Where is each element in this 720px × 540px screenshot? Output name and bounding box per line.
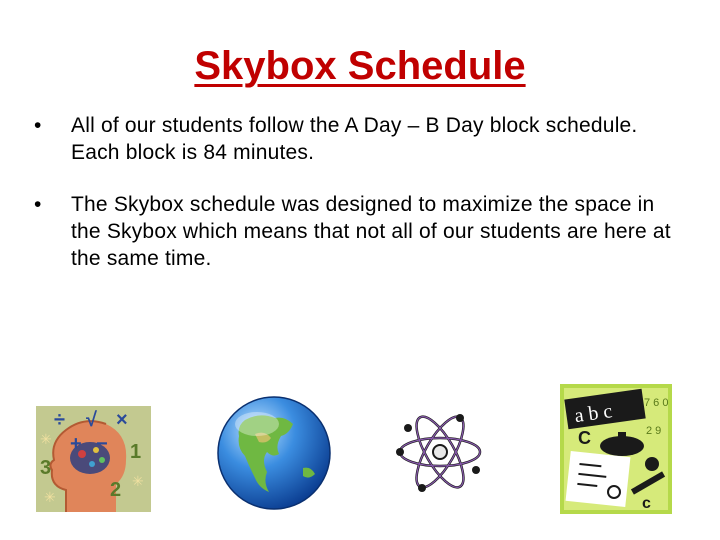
- math-symbol: 1: [130, 441, 142, 463]
- math-symbol: −: [96, 433, 108, 455]
- slide-title: Skybox Schedule: [194, 44, 526, 88]
- math-symbol: ×: [116, 409, 128, 431]
- svg-text:✳: ✳: [44, 489, 56, 505]
- math-symbol: √: [86, 409, 97, 431]
- svg-text:✳: ✳: [40, 431, 52, 447]
- bullet-text: The Skybox schedule was designed to maximize the space in the Skybox which means that not all of our students are here at the same time.: [71, 193, 671, 270]
- bullet-item: [34, 112, 684, 166]
- svg-text:7 6 0: 7 6 0: [644, 397, 669, 409]
- globe-icon: [215, 394, 333, 512]
- svg-text:c: c: [642, 495, 651, 512]
- bullet-marker: •: [34, 193, 42, 216]
- svg-text:C: C: [578, 428, 591, 448]
- math-symbol: ÷: [54, 409, 65, 431]
- collage-letters: a b c: [573, 400, 614, 428]
- math-head-icon: [36, 406, 151, 512]
- atom-icon: [396, 408, 484, 496]
- math-symbol: 3: [40, 457, 52, 479]
- math-symbol: +: [70, 433, 82, 455]
- school-collage-icon: [560, 384, 672, 514]
- svg-text:✳: ✳: [132, 473, 144, 489]
- bullet-list: [34, 112, 684, 297]
- bullet-marker: •: [34, 114, 42, 137]
- bullet-text: All of our students follow the A Day – B Day block schedule. Each block is 84 minutes.: [71, 114, 638, 164]
- bullet-item: [34, 191, 684, 272]
- svg-text:2 9: 2 9: [646, 425, 662, 437]
- math-symbol: 2: [110, 479, 122, 501]
